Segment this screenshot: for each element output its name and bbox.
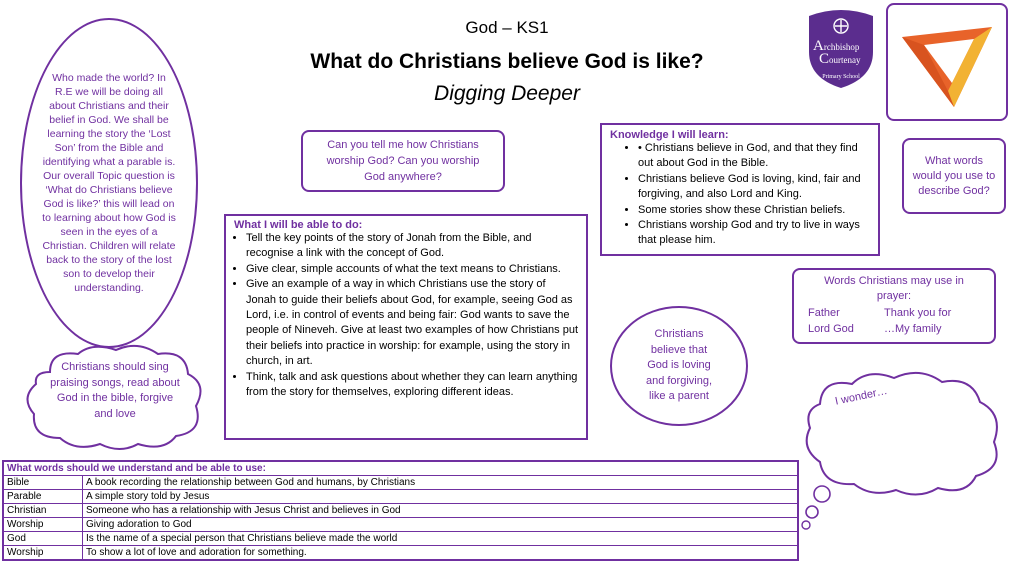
prayer-word: …My family xyxy=(884,323,942,335)
vocab-word: Parable xyxy=(4,490,83,504)
knowledge-item: • Christians worship God and try to live in ways that please him. xyxy=(638,218,870,249)
prayer-word: Father xyxy=(808,307,840,319)
logo-initial-c: C xyxy=(819,51,830,67)
able-item: • Think, talk and ask questions about whether they can learn anything from the story for themselves, exploring different ideas. xyxy=(246,370,578,401)
sing-text: Christians should sing praising songs, read about God in the bible, forgive and love xyxy=(50,361,180,420)
loving-ellipse xyxy=(610,306,748,426)
vocab-word: Worship xyxy=(4,518,83,532)
knowledge-item: • Some stories show these Christian beliefs. xyxy=(638,203,870,218)
vocab-meaning: Someone who has a relationship with Jesus Christ and believes in God xyxy=(83,504,798,518)
vocab-meaning: A simple story told by Jesus xyxy=(83,490,798,504)
table-row xyxy=(4,518,798,532)
vocab-meaning: To show a lot of love and adoration for something. xyxy=(83,546,798,560)
worship-question-box xyxy=(301,130,505,192)
describe-question-text: What words would you use to describe God? xyxy=(912,154,996,197)
prayer-words-heading: Words Christians may use in prayer: xyxy=(824,275,964,302)
knowledge-item: • Christians believe God is loving, kind, fair and forgiving, and also Lord and King. xyxy=(638,172,870,203)
triangle-logo-icon xyxy=(888,5,1006,119)
table-row xyxy=(4,504,798,518)
subject-label: God – KS1 xyxy=(465,18,549,37)
logo-line2: ourtenay xyxy=(829,55,861,65)
knowledge-item: • • Christians believe in God, and that they find out about God in the Bible. xyxy=(638,141,870,172)
able-item: • Give clear, simple accounts of what the text means to Christians. xyxy=(246,262,578,277)
vocab-table xyxy=(3,461,798,560)
wonder-cloud xyxy=(796,368,1008,532)
vocab-table-box xyxy=(2,460,799,561)
logo-line1: rchbishop xyxy=(823,42,860,52)
vocab-heading: What words should we understand and be able to use: xyxy=(4,462,798,476)
wonder-text: I wonder… xyxy=(834,384,889,408)
vocab-word: God xyxy=(4,532,83,546)
knowledge-box xyxy=(600,123,880,256)
prayer-words-box xyxy=(792,268,996,344)
table-row xyxy=(4,490,798,504)
vocab-meaning: Is the name of a special person that Christians believe made the world xyxy=(83,532,798,546)
able-heading: What I will be able to do: xyxy=(234,219,363,231)
page-subtitle: Digging Deeper xyxy=(434,82,580,105)
vocab-word: Bible xyxy=(4,476,83,490)
thought-cloud-icon xyxy=(796,368,1008,532)
logo-initial-a: A xyxy=(813,38,824,54)
describe-question-box xyxy=(902,138,1006,214)
able-item: • Tell the key points of the story of Jonah from the Bible, and recognise a link with the concept of God. xyxy=(246,231,578,262)
able-item: • Give an example of a way in which Christians use the story of Jonah to guide their beliefs about God, for example, seeing God as Lord, i.e. in control of events and being fair: God wants to save the people of Nineveh. Give at least two examples of how Christians put their beliefs into practice in worship: for example, using the story in church, in art. xyxy=(246,277,578,369)
sing-cloud xyxy=(20,342,210,454)
intro-ellipse xyxy=(20,18,198,348)
vocab-meaning: Giving adoration to God xyxy=(83,518,798,532)
able-box xyxy=(224,214,588,440)
page-title: What do Christians believe God is like? xyxy=(310,50,704,73)
table-row xyxy=(4,532,798,546)
knowledge-heading: Knowledge I will learn: xyxy=(610,129,729,141)
prayer-word: Lord God xyxy=(808,323,854,335)
logo-school-text: Primary School xyxy=(822,74,860,80)
school-logo xyxy=(805,8,877,90)
intro-text: Who made the world? In R.E we will be doing all about Christians and their belief in God. We shall be learning the story the ‘Lost Son’ from the Bible and identifying what a parable is. Our overall Topic question is ‘What do Christians believe God is like?’ this will lead on to learning about how God is seen in the eyes of a Christian. Children will relate back to the story of the lost son to develop their understanding. xyxy=(42,72,176,294)
vocab-meaning: A book recording the relationship between God and humans, by Christians xyxy=(83,476,798,490)
table-row xyxy=(4,546,798,560)
prayer-word: Thank you for xyxy=(884,307,952,319)
loving-text: Christians believe that God is loving and forgiving, like a parent xyxy=(645,328,713,403)
vocab-word: Worship xyxy=(4,546,83,560)
vocab-word: Christian xyxy=(4,504,83,518)
table-row xyxy=(4,476,798,490)
triangle-logo-box xyxy=(886,3,1008,121)
worship-question-text: Can you tell me how Christians worship God? Can you worship God anywhere? xyxy=(326,139,480,183)
